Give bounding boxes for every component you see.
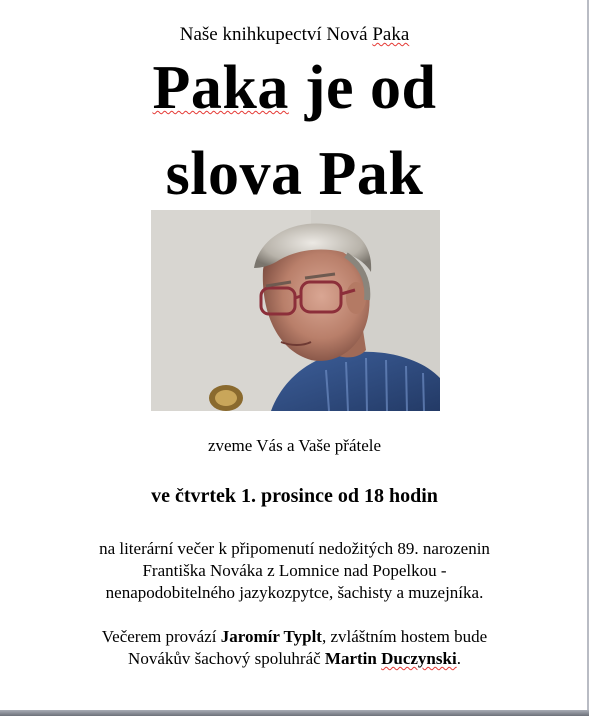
title-line-1 [0,54,589,122]
event-description [0,538,589,604]
title-word-paka: Paka [152,54,289,122]
guest-first-name: Martin [324,649,377,668]
hosts-text: Novákův šachový spoluhráč [128,649,325,668]
host-last-name: Typlt [283,627,322,646]
title-line-2: slova Pak [165,140,424,208]
hosts-text: Večerem provází [101,627,221,646]
description-line: Františka Nováka z Lomnice nad Popelkou - [142,561,447,580]
bookshop-subtitle [0,24,589,46]
hosts-paragraph [0,626,589,670]
portrait-photo [151,210,440,411]
window-bottom-edge [0,710,589,716]
host-name [221,627,322,646]
host-first-name: Jaromír [220,627,280,646]
hosts-text: . [456,649,461,668]
event-date: ve čtvrtek 1. prosince od 18 hodin [151,485,438,507]
hosts-text: , zvláštním hostem bude [321,627,488,646]
invitation-line: zveme Vás a Vaše přátele [207,436,382,455]
hosts-line-2 [0,648,589,670]
hosts-line-1 [0,626,589,648]
guest-name [325,649,457,668]
subtitle-text: Naše knihkupectví Nová [179,24,373,45]
description-line: nenapodobitelného jazykozpytce, šachisty a muzejníka. [105,583,484,602]
subtitle-place: Paka [372,24,410,45]
title-line-1-rest: je od [288,54,437,122]
description-line: na literární večer k připomenutí nedožitých 89. narozenin [99,539,490,558]
guest-last-name: Duczynski [381,649,457,668]
